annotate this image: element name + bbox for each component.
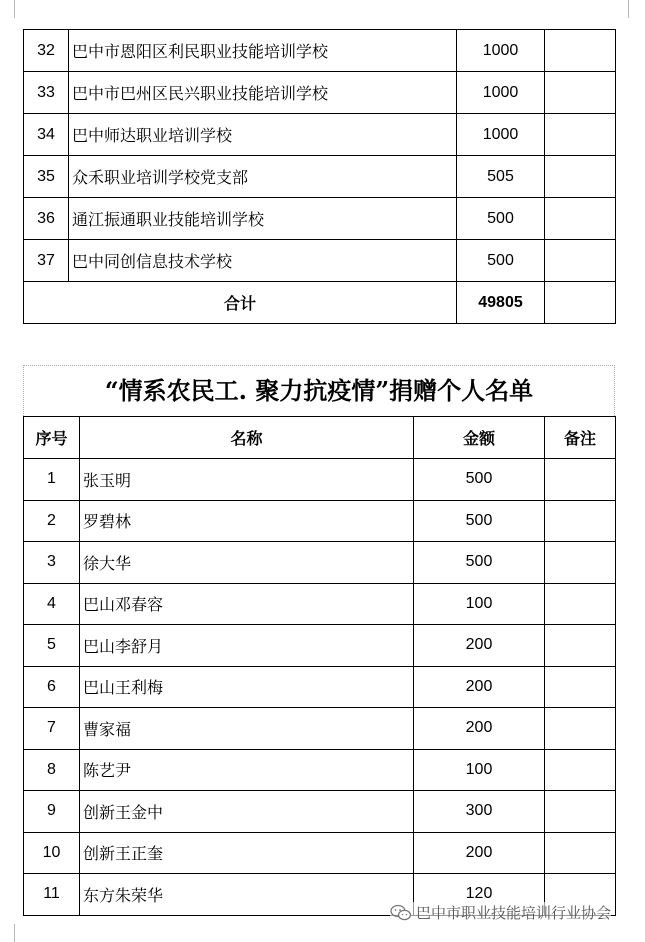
table-row	[24, 240, 616, 282]
watermark-text: 巴中市职业技能培训行业协会	[416, 904, 612, 922]
row-number: 1	[24, 459, 80, 501]
row-note	[545, 625, 616, 667]
row-note	[545, 198, 616, 240]
row-name: 众禾职业培训学校党支部	[69, 156, 457, 198]
row-number: 2	[24, 500, 80, 542]
row-amount: 500	[414, 500, 545, 542]
row-note	[545, 30, 616, 72]
header-name: 名称	[80, 417, 414, 459]
row-number: 11	[24, 874, 80, 916]
row-name: 东方朱荣华	[80, 874, 414, 916]
row-note	[545, 832, 616, 874]
table-row	[24, 749, 616, 791]
table-row	[24, 459, 616, 501]
row-amount: 200	[414, 832, 545, 874]
table-row	[24, 583, 616, 625]
row-name: 罗碧林	[80, 500, 414, 542]
row-amount: 1000	[457, 114, 545, 156]
table-row	[24, 30, 616, 72]
total-label: 合计	[24, 282, 457, 324]
header-amount: 金额	[414, 417, 545, 459]
row-number: 5	[24, 625, 80, 667]
row-amount: 1000	[457, 30, 545, 72]
row-name: 曹家福	[80, 708, 414, 750]
row-number: 35	[24, 156, 69, 198]
header-no: 序号	[24, 417, 80, 459]
row-amount: 505	[457, 156, 545, 198]
table-row	[24, 666, 616, 708]
person-donation-table	[23, 416, 616, 916]
row-number: 4	[24, 583, 80, 625]
table-header-row	[24, 417, 616, 459]
row-number: 3	[24, 542, 80, 584]
row-amount: 500	[457, 240, 545, 282]
row-note	[545, 749, 616, 791]
row-name: 创新王正奎	[80, 832, 414, 874]
page-edge-left-bottom	[0, 924, 15, 942]
page-edge-left	[0, 0, 15, 18]
table-row	[24, 625, 616, 667]
row-name: 徐大华	[80, 542, 414, 584]
row-amount: 100	[414, 583, 545, 625]
row-amount: 500	[414, 459, 545, 501]
row-name: 巴山李舒月	[80, 625, 414, 667]
row-number: 33	[24, 72, 69, 114]
row-amount: 200	[414, 708, 545, 750]
row-note	[545, 791, 616, 833]
row-amount: 1000	[457, 72, 545, 114]
row-amount: 120	[414, 874, 545, 916]
total-row	[24, 282, 616, 324]
row-name: 巴中市巴州区民兴职业技能培训学校	[69, 72, 457, 114]
row-note	[545, 708, 616, 750]
row-amount: 500	[414, 542, 545, 584]
row-name: 通江振通职业技能培训学校	[69, 198, 457, 240]
row-number: 34	[24, 114, 69, 156]
row-amount: 300	[414, 791, 545, 833]
row-name: 张玉明	[80, 459, 414, 501]
table-row	[24, 542, 616, 584]
row-number: 6	[24, 666, 80, 708]
table-row	[24, 832, 616, 874]
total-amount: 49805	[457, 282, 545, 324]
row-note	[545, 542, 616, 584]
row-name: 创新王金中	[80, 791, 414, 833]
row-note	[545, 72, 616, 114]
watermark	[390, 902, 611, 923]
row-name: 巴中市恩阳区利民职业技能培训学校	[69, 30, 457, 72]
table-row	[24, 708, 616, 750]
organization-donation-table	[23, 29, 616, 324]
table-row	[24, 198, 616, 240]
row-note	[545, 583, 616, 625]
row-number: 9	[24, 791, 80, 833]
row-note	[545, 114, 616, 156]
row-name: 陈艺尹	[80, 749, 414, 791]
table-row	[24, 114, 616, 156]
row-name: 巴中同创信息技术学校	[69, 240, 457, 282]
row-number: 10	[24, 832, 80, 874]
row-note	[545, 666, 616, 708]
row-number: 36	[24, 198, 69, 240]
table-row	[24, 156, 616, 198]
person-list-title: “情系农民工. 聚力抗疫情”捐赠个人名单	[23, 365, 615, 416]
wechat-icon	[390, 904, 412, 922]
header-note: 备注	[545, 417, 616, 459]
row-note	[545, 459, 616, 501]
row-number: 37	[24, 240, 69, 282]
row-note	[545, 500, 616, 542]
row-number: 8	[24, 749, 80, 791]
total-note	[545, 282, 616, 324]
row-number: 32	[24, 30, 69, 72]
row-note	[545, 156, 616, 198]
table-row	[24, 72, 616, 114]
page-edge-right	[628, 0, 645, 18]
row-amount: 200	[414, 666, 545, 708]
row-number: 7	[24, 708, 80, 750]
table-row	[24, 500, 616, 542]
row-name: 巴山王利梅	[80, 666, 414, 708]
row-amount: 200	[414, 625, 545, 667]
row-name: 巴山邓春容	[80, 583, 414, 625]
row-amount: 100	[414, 749, 545, 791]
row-note	[545, 240, 616, 282]
table-row	[24, 791, 616, 833]
row-amount: 500	[457, 198, 545, 240]
row-name: 巴中师达职业培训学校	[69, 114, 457, 156]
